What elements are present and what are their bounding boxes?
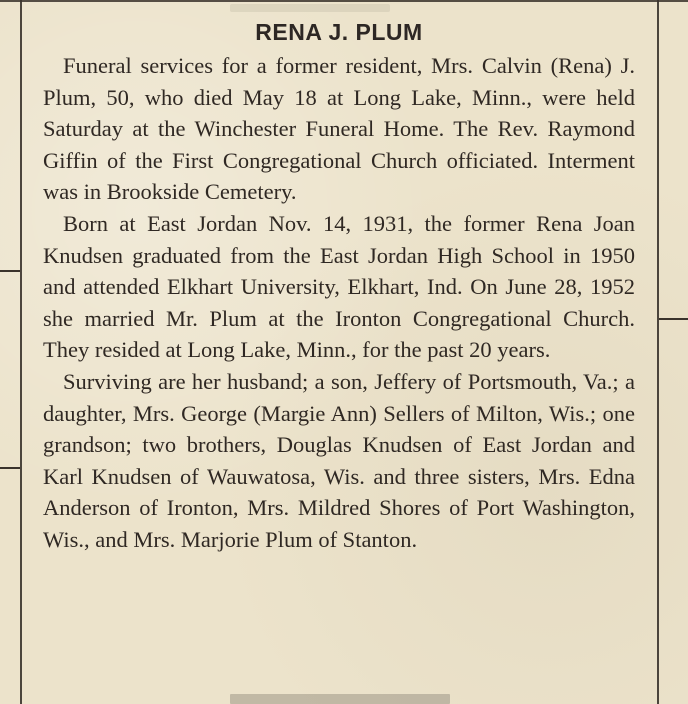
column-rule-left [20, 0, 22, 704]
next-headline-fragment [230, 694, 450, 704]
adjacent-column-rule [659, 318, 688, 320]
column-rule-top [0, 0, 688, 2]
column-rule-right [657, 0, 659, 704]
adjacent-column-rule [0, 270, 20, 272]
obituary-paragraph-services: Funeral services for a former resident, Mrs. Calvin (Rena) J. Plum, 50, who died May 18 at Long Lake, Minn., were held Saturday at the Winchester Funeral Home. The Rev. Raymond Giffin of the First Congregational Church officiated. Interment was in Brookside Cemetery. [43, 53, 635, 205]
adjacent-column-rule [0, 467, 20, 469]
obituary-paragraph-biography: Born at East Jordan Nov. 14, 1931, the former Rena Joan Knudsen graduated from the East Jordan High School in 1950 and attended Elkhart University, Elkhart, Ind. On June 28, 1952 she married Mr. Plum at the Ironton Congregational Church. They resided at Long Lake, Minn., for the past 20 years. [43, 210, 635, 363]
bleed-through-mark [230, 4, 390, 12]
obituary-headline: RENA J. PLUM [255, 19, 423, 45]
obituary-article [43, 16, 635, 556]
obituary-paragraph-survivors: Surviving are her husband; a son, Jeffery of Portsmouth, Va.; a daughter, Mrs. George (Margie Ann) Sellers of Milton, Wis.; one grandson; two brothers, Douglas Knudsen of East Jordan and Karl Knudsen of Wauwatosa, Wis. and three sisters, Mrs. Edna Anderson of Ironton, Mrs. Mildred Shores of Port Washington, Wis., and Mrs. Marjorie Plum of Stanton. [43, 368, 635, 552]
